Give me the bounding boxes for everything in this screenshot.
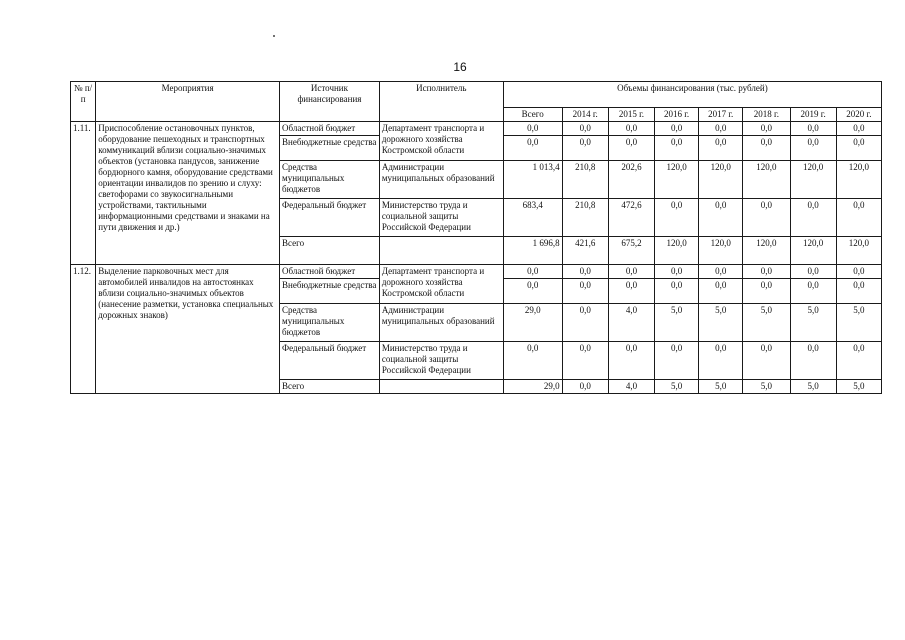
value-cell: 210,8 bbox=[562, 199, 608, 237]
value-cell: 5,0 bbox=[790, 304, 836, 342]
header-year: 2018 г. bbox=[743, 108, 790, 122]
value-cell: 0,0 bbox=[655, 122, 699, 136]
value-cell: 0,0 bbox=[699, 279, 743, 304]
value-cell: 0,0 bbox=[790, 199, 836, 237]
executor-cell: Министерство труда и социальной защиты Российской Федерации bbox=[379, 342, 503, 380]
value-cell: 0,0 bbox=[503, 279, 562, 304]
value-cell: 29,0 bbox=[503, 380, 562, 394]
value-cell: 0,0 bbox=[699, 199, 743, 237]
executor-cell: Департамент транспорта и дорожного хозяйства Костромской области bbox=[379, 122, 503, 161]
value-cell: 5,0 bbox=[655, 380, 699, 394]
value-cell: 5,0 bbox=[836, 304, 881, 342]
value-cell: 0,0 bbox=[503, 136, 562, 161]
source-cell: Областной бюджет bbox=[280, 122, 380, 136]
value-cell: 5,0 bbox=[699, 304, 743, 342]
value-cell: 0,0 bbox=[608, 265, 654, 279]
source-cell: Внебюджетные средства bbox=[280, 136, 380, 161]
source-cell: Всего bbox=[280, 237, 380, 265]
value-cell: 5,0 bbox=[699, 380, 743, 394]
funding-table bbox=[70, 81, 882, 394]
value-cell: 5,0 bbox=[743, 304, 790, 342]
header-year: 2017 г. bbox=[699, 108, 743, 122]
value-cell: 0,0 bbox=[608, 342, 654, 380]
value-cell: 472,6 bbox=[608, 199, 654, 237]
value-cell: 120,0 bbox=[655, 237, 699, 265]
value-cell: 683,4 bbox=[503, 199, 562, 237]
value-cell: 120,0 bbox=[743, 161, 790, 199]
value-cell: 0,0 bbox=[562, 265, 608, 279]
value-cell: 0,0 bbox=[699, 122, 743, 136]
page-number: 16 bbox=[453, 60, 467, 74]
value-cell: 0,0 bbox=[743, 342, 790, 380]
value-cell: 29,0 bbox=[503, 304, 562, 342]
header-executor: Исполнитель bbox=[379, 82, 503, 122]
section-number: 1.11. bbox=[71, 122, 96, 265]
executor-cell: Администрации муниципальных образований bbox=[379, 304, 503, 342]
header-row-main bbox=[71, 82, 882, 108]
value-cell: 0,0 bbox=[562, 342, 608, 380]
value-cell: 0,0 bbox=[836, 279, 881, 304]
scan-speck bbox=[273, 35, 275, 37]
value-cell: 0,0 bbox=[562, 136, 608, 161]
source-cell: Федеральный бюджет bbox=[280, 342, 380, 380]
source-cell: Областной бюджет bbox=[280, 265, 380, 279]
value-cell: 0,0 bbox=[790, 342, 836, 380]
executor-cell bbox=[379, 380, 503, 394]
value-cell: 0,0 bbox=[655, 199, 699, 237]
value-cell: 0,0 bbox=[562, 304, 608, 342]
table-row bbox=[71, 122, 882, 136]
section-number: 1.12. bbox=[71, 265, 96, 394]
value-cell: 0,0 bbox=[836, 199, 881, 237]
value-cell: 0,0 bbox=[836, 122, 881, 136]
header-year: 2019 г. bbox=[790, 108, 836, 122]
value-cell: 120,0 bbox=[699, 237, 743, 265]
header-activity: Мероприятия bbox=[96, 82, 280, 122]
value-cell: 4,0 bbox=[608, 304, 654, 342]
value-cell: 0,0 bbox=[608, 122, 654, 136]
value-cell: 120,0 bbox=[836, 161, 881, 199]
value-cell: 0,0 bbox=[743, 136, 790, 161]
source-cell: Федеральный бюджет bbox=[280, 199, 380, 237]
value-cell: 0,0 bbox=[655, 279, 699, 304]
value-cell: 0,0 bbox=[503, 265, 562, 279]
executor-cell: Министерство труда и социальной защиты Российской Федерации bbox=[379, 199, 503, 237]
value-cell: 0,0 bbox=[836, 342, 881, 380]
value-cell: 0,0 bbox=[836, 265, 881, 279]
source-cell: Средства муниципальных бюджетов bbox=[280, 161, 380, 199]
value-cell: 0,0 bbox=[503, 122, 562, 136]
value-cell: 120,0 bbox=[790, 237, 836, 265]
value-cell: 0,0 bbox=[699, 136, 743, 161]
value-cell: 0,0 bbox=[562, 380, 608, 394]
value-cell: 1 696,8 bbox=[503, 237, 562, 265]
source-cell: Всего bbox=[280, 380, 380, 394]
value-cell: 0,0 bbox=[608, 279, 654, 304]
section-activity: Приспособление остановочных пунктов, оборудование пешеходных и транспортных коммуникаций вблизи социально-значимых объектов (установка пандусов, занижение бордюрного камня, оборудование средствами ориентации инвалидов по зрению и слуху: светофорами со звукосигнальными устройствами, тактильными информационными средствами и знаками на пути движения и др.) bbox=[96, 122, 280, 265]
header-year: 2020 г. bbox=[836, 108, 881, 122]
value-cell: 120,0 bbox=[655, 161, 699, 199]
value-cell: 0,0 bbox=[790, 136, 836, 161]
value-cell: 0,0 bbox=[790, 279, 836, 304]
value-cell: 0,0 bbox=[743, 265, 790, 279]
header-year: 2015 г. bbox=[608, 108, 654, 122]
value-cell: 210,8 bbox=[562, 161, 608, 199]
value-cell: 0,0 bbox=[743, 122, 790, 136]
value-cell: 0,0 bbox=[743, 279, 790, 304]
value-cell: 0,0 bbox=[655, 265, 699, 279]
value-cell: 0,0 bbox=[562, 122, 608, 136]
header-source: Источник финансирования bbox=[280, 82, 380, 122]
value-cell: 0,0 bbox=[790, 265, 836, 279]
value-cell: 4,0 bbox=[608, 380, 654, 394]
source-cell: Средства муниципальных бюджетов bbox=[280, 304, 380, 342]
value-cell: 0,0 bbox=[503, 342, 562, 380]
value-cell: 5,0 bbox=[743, 380, 790, 394]
header-year: 2016 г. bbox=[655, 108, 699, 122]
value-cell: 0,0 bbox=[562, 279, 608, 304]
value-cell: 0,0 bbox=[655, 136, 699, 161]
header-funding: Объемы финансирования (тыс. рублей) bbox=[503, 82, 881, 108]
value-cell: 120,0 bbox=[790, 161, 836, 199]
executor-cell bbox=[379, 237, 503, 265]
value-cell: 0,0 bbox=[743, 199, 790, 237]
executor-cell: Администрации муниципальных образований bbox=[379, 161, 503, 199]
value-cell: 120,0 bbox=[743, 237, 790, 265]
value-cell: 0,0 bbox=[608, 136, 654, 161]
header-year: 2014 г. bbox=[562, 108, 608, 122]
value-cell: 1 013,4 bbox=[503, 161, 562, 199]
value-cell: 0,0 bbox=[699, 342, 743, 380]
value-cell: 120,0 bbox=[699, 161, 743, 199]
value-cell: 0,0 bbox=[655, 342, 699, 380]
header-num: № п/п bbox=[71, 82, 96, 122]
value-cell: 202,6 bbox=[608, 161, 654, 199]
table-row bbox=[71, 265, 882, 279]
section-activity: Выделение парковочных мест для автомобилей инвалидов на автостоянках вблизи социально-значимых объектов (нанесение разметки, установка специальных дорожных знаков) bbox=[96, 265, 280, 394]
value-cell: 5,0 bbox=[836, 380, 881, 394]
value-cell: 5,0 bbox=[655, 304, 699, 342]
value-cell: 120,0 bbox=[836, 237, 881, 265]
header-year: Всего bbox=[503, 108, 562, 122]
value-cell: 0,0 bbox=[699, 265, 743, 279]
value-cell: 0,0 bbox=[790, 122, 836, 136]
value-cell: 675,2 bbox=[608, 237, 654, 265]
value-cell: 0,0 bbox=[836, 136, 881, 161]
source-cell: Внебюджетные средства bbox=[280, 279, 380, 304]
value-cell: 5,0 bbox=[790, 380, 836, 394]
value-cell: 421,6 bbox=[562, 237, 608, 265]
executor-cell: Департамент транспорта и дорожного хозяйства Костромской области bbox=[379, 265, 503, 304]
